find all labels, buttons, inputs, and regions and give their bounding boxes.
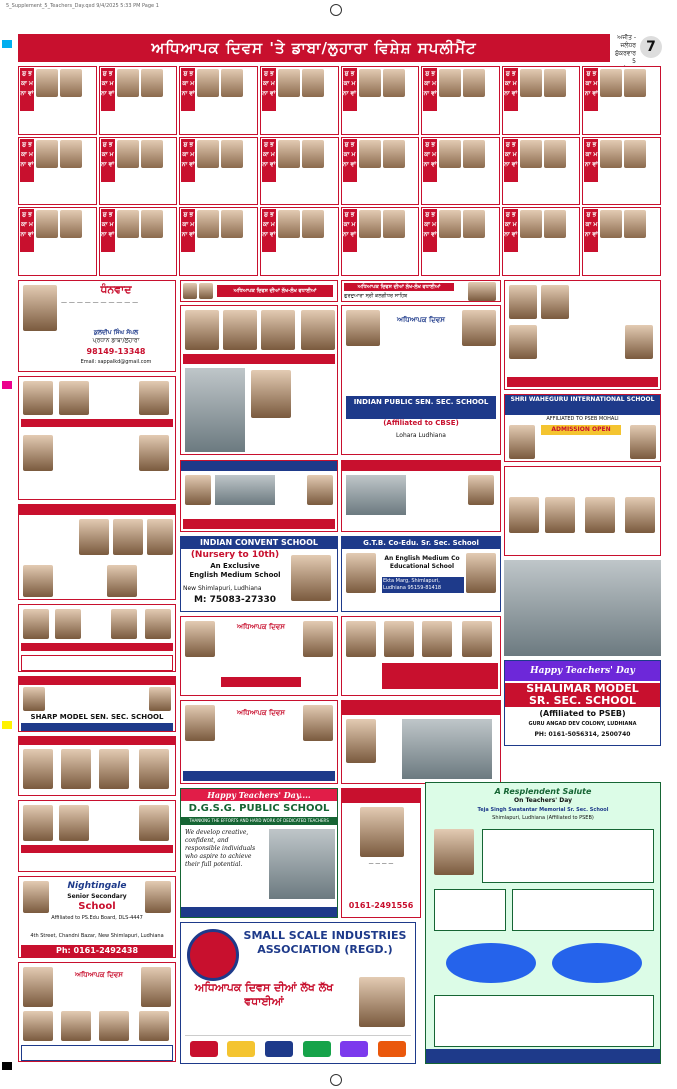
brand-logo-icon [227,1041,255,1057]
shalimar-aff: (Affiliated to PSEB) [539,709,626,718]
principal-greeting-ad: — — — — 0161-2491556 [341,788,421,918]
shalimar-ad [504,660,661,746]
greeting-card-tag: ਸ਼ੁ ਭ ਕਾ ਮ ਨਾ ਵਾਂ [343,139,357,182]
indian-public-addr: Lohara Ludhiana [396,432,446,439]
nightingale-phone: Ph: 0161-2492438 [21,945,173,957]
greeting-card [502,207,581,276]
greeting-card [582,207,661,276]
greeting-card-tag: ਸ਼ੁ ਭ ਕਾ ਮ ਨਾ ਵਾਂ [584,139,598,182]
portrait-photo [600,140,622,168]
top-center-ad [180,280,338,302]
greeting-card-tag: ਸ਼ੁ ਭ ਕਾ ਮ ਨਾ ਵਾਂ [343,209,357,252]
ssia-ad [180,922,416,1064]
brand-logo-icon [378,1041,406,1057]
greeting-card-tag: ਸ਼ੁ ਭ ਕਾ ਮ ਨਾ ਵਾਂ [504,209,518,252]
portrait-photo [141,140,163,168]
greeting-card-tag: ਸ਼ੁ ਭ ਕਾ ਮ ਨਾ ਵਾਂ [584,209,598,252]
greeting-card-tag: ਸ਼ੁ ਭ ਕਾ ਮ ਨਾ ਵਾਂ [423,209,437,252]
greeting-card [582,66,661,135]
lohara-greetings-ad [504,466,661,556]
brand-logo-icon [340,1041,368,1057]
portrait-photo [36,69,58,97]
teja-singh-salute-ad [425,782,661,1064]
nightingale-ad [18,876,176,958]
gurdev-singh-ad [341,616,501,696]
portrait-photo [278,69,300,97]
portrait-photo [624,69,646,97]
brand-logo-icon [190,1041,218,1057]
greeting-card [99,137,178,206]
portrait-photo [359,210,381,238]
indian-convent-addr: New Shimlapuri, Ludhiana [183,585,262,592]
greetings-ad-3: ਅਧਿਆਪਕ ਦਿਵਸ [180,700,338,784]
dgsg-thanks: THANKING THE EFFORTS AND HARD WORK OF DEDICATED TEACHERS [181,817,337,825]
greetings-ad-5 [18,800,176,872]
gtb-line2: Educational School [389,563,455,570]
thanks-ad: ਧੰਨਵਾਦ — — — — — — — — — — ਕੁਲਦੀਪ ਸਿੰਘ ਸੱਪਲ ਪ੍ਰਧਾਨ ਡਾਬਾ/ਲੁਹਾਰਾ 98149-13348 Email: sappalkd@gmail.com [18,280,176,372]
portrait-photo [117,69,139,97]
greeting-card-tag: ਸ਼ੁ ਭ ਕਾ ਮ ਨਾ ਵਾਂ [181,68,195,111]
portrait-photo [383,69,405,97]
nightingale-addr: 4th Street, Chandni Bazar, New Shimlapuri, Ludhiana [30,933,164,939]
greeting-card [502,66,581,135]
greeting-card [582,137,661,206]
indian-convent-phone: M: 75083-27330 [193,595,277,605]
greeting-card-grid [18,66,661,276]
greeting-card [179,66,258,135]
portrait-photo [302,140,324,168]
greeting-card-tag: ਸ਼ੁ ਭ ਕਾ ਮ ਨਾ ਵਾਂ [423,139,437,182]
portrait-photo [278,210,300,238]
greeting-card [179,207,258,276]
portrait-photo [544,210,566,238]
portrait-photo [600,210,622,238]
brand-logo-icon [265,1041,293,1057]
greeting-card-tag: ਸ਼ੁ ਭ ਕਾ ਮ ਨਾ ਵਾਂ [101,68,115,111]
masthead-date: 5 [632,58,636,65]
greeting-card-tag: ਸ਼ੁ ਭ ਕਾ ਮ ਨਾ ਵਾਂ [343,68,357,111]
thanks-title: ਧੰਨਵਾਦ [100,283,132,296]
portrait-photo [302,69,324,97]
portrait-photo [221,210,243,238]
portrait-photo [278,140,300,168]
greeting-card-tag: ਸ਼ੁ ਭ ਕਾ ਮ ਨਾ ਵਾਂ [101,209,115,252]
greeting-card [18,66,97,135]
shri-waheguru-cta: ADMISSION OPEN [541,425,621,435]
color-bar-left [2,40,12,1070]
greeting-card [341,137,420,206]
nightingale-school: School [78,901,116,912]
portrait-photo [60,69,82,97]
school-promo-ad [18,504,176,600]
indian-public-ad: ਅਧਿਆਪਕ ਦਿਵਸ INDIAN PUBLIC SEN. SEC. SCHOOL (Affiliated to CBSE) Lohara Ludhiana [341,305,501,455]
portrait-photo [36,140,58,168]
registration-mark-icon [330,1074,342,1086]
top-center-title: ਅਧਿਆਪਕ ਦਿਵਸ ਦੀਆਂ ਲੱਖ-ਲੱਖ ਵਧਾਈਆਂ [217,285,333,297]
salute-sub: On Teachers' Day [514,797,572,804]
ssia-logo-icon [187,929,239,981]
greeting-card [341,66,420,135]
greeting-card-tag: ਸ਼ੁ ਭ ਕਾ ਮ ਨਾ ਵਾਂ [262,68,276,111]
greeting-card [18,137,97,206]
greeting-card-tag: ਸ਼ੁ ਭ ਕਾ ਮ ਨਾ ਵਾਂ [20,139,34,182]
greeting-card [421,207,500,276]
brand-logo-icon [303,1041,331,1057]
portrait-photo [302,210,324,238]
salute-aff: Shimlapuri, Ludhiana (Affiliated to PSEB) [492,815,594,821]
greeting-card-tag: ਸ਼ੁ ਭ ਕਾ ਮ ਨਾ ਵਾਂ [181,209,195,252]
shri-waheguru-sub: AFFILIATED TO PSEB MOHALI [546,416,619,422]
indian-convent-line2: English Medium School [189,571,281,579]
greeting-card [99,207,178,276]
portrait-photo [60,210,82,238]
greeting-card [260,207,339,276]
portrait-photo [463,210,485,238]
greeting-card [260,66,339,135]
greeting-card-tag: ਸ਼ੁ ਭ ਕਾ ਮ ਨਾ ਵਾਂ [20,68,34,111]
portrait-photo [197,69,219,97]
greeting-card-tag: ਸ਼ੁ ਭ ਕਾ ਮ ਨਾ ਵਾਂ [423,68,437,111]
greeting-card-tag: ਸ਼ੁ ਭ ਕਾ ਮ ਨਾ ਵਾਂ [262,209,276,252]
gtb-school-ad [341,536,501,612]
indian-convent-grades: (Nursery to 10th) [190,550,280,560]
greeting-card [502,137,581,206]
portrait-photo [60,140,82,168]
greeting-card-tag: ਸ਼ੁ ਭ ਕਾ ਮ ਨਾ ਵਾਂ [504,139,518,182]
greetings-ad-4 [18,736,176,796]
bottom-left-greetings-ad: ਅਧਿਆਪਕ ਦਿਵਸ [18,962,176,1062]
print-slug-line: 5_Supplement_5_Teachers_Day.qxd 9/4/2025 5:33 PM Page 1 [6,3,159,9]
thanks-email: Email: sappalkd@gmail.com [80,359,152,365]
portrait-photo [221,69,243,97]
portrait-photo [383,140,405,168]
greeting-card-tag: ਸ਼ੁ ਭ ਕਾ ਮ ਨਾ ਵਾਂ [101,139,115,182]
portrait-photo [221,140,243,168]
dgsg-happy: Happy Teachers' Day.... [181,789,337,801]
gurdwara-ad [341,280,501,302]
greeting-card-tag: ਸ਼ੁ ਭ ਕਾ ਮ ਨਾ ਵਾਂ [262,139,276,182]
thanks-name: ਕੁਲਦੀਪ ਸਿੰਘ ਸੱਪਲ [93,329,139,336]
sharp-model-title: SHARP MODEL SEN. SEC. SCHOOL [30,713,164,721]
shalimar-happy-banner: Happy Teachers' Day [505,661,660,681]
portrait-photo [141,210,163,238]
indian-public-title: INDIAN PUBLIC SEN. SEC. SCHOOL [346,396,496,419]
shalimar-addr: GURU ANGAD DEV COLONY, LUDHIANA [528,721,637,727]
gtb-addr: Ekta Marg, Shimlapuri, Ludhiana 95159-81418 [382,577,464,593]
portrait-photo [141,69,163,97]
masthead-day: ਸ਼ੁੱਕਰਵਾਰ [614,50,636,57]
portrait-photo [439,69,461,97]
greeting-card [341,207,420,276]
sharp-model-ad [18,676,176,732]
portrait-photo [383,210,405,238]
portrait-photo [544,69,566,97]
school-greetings-ad [180,305,338,455]
shalimar-title [505,683,660,707]
portrait-photo [197,140,219,168]
supplement-banner-title: ਅਧਿਆਪਕ ਦਿਵਸ 'ਤੇ ਡਾਬਾ/ਲੁਹਾਰਾ ਵਿਸ਼ੇਸ਼ ਸਪਲੀਮੈਂਟ [18,34,610,62]
greeting-card-tag: ਸ਼ੁ ਭ ਕਾ ਮ ਨਾ ਵਾਂ [504,68,518,111]
nightingale-aff: Affiliated to PS.Edu Board, DLS-4447 [51,915,143,921]
portrait-photo [624,140,646,168]
greeting-card [421,66,500,135]
shalimar-phone: PH: 0161-5056314, 2500740 [534,731,631,738]
ssia-title-2: ASSOCIATION (REGD.) [257,943,393,956]
nightingale-sub: Senior Secondary [67,893,127,900]
convent-school-ad [341,460,501,532]
greeting-card [421,137,500,206]
principal-phone: 0161-2491556 [348,901,414,910]
portrait-photo [439,210,461,238]
thanks-phone: 98149-13348 [86,347,146,356]
salute-title: A Resplendent Salute [494,787,592,796]
psfb-school-ad [341,700,501,784]
masthead-paper: ਅਜੀਤ - ਜਲੰਧਰ [617,34,636,49]
ssia-title: SMALL SCALE INDUSTRIES [243,929,407,942]
gtb-line1: An English Medium Co [384,555,460,562]
dgsg-ad [180,788,338,918]
indian-convent-title: INDIAN CONVENT SCHOOL [181,537,337,549]
teachers-day-greeting-ad [504,280,661,390]
shri-waheguru-ad [504,394,661,462]
greeting-card-tag: ਸ਼ੁ ਭ ਕਾ ਮ ਨਾ ਵਾਂ [584,68,598,111]
gtb-title: G.T.B. Co-Edu. Sr. Sec. School [342,537,500,549]
thanks-role: ਪ੍ਰਧਾਨ ਡਾਬਾ/ਲੁਹਾਰਾ [92,337,140,344]
portrait-photo [463,140,485,168]
portrait-photo [439,140,461,168]
greetings-ad-2: ਅਧਿਆਪਕ ਦਿਵਸ [180,616,338,696]
greeting-card [99,66,178,135]
greeting-card [260,137,339,206]
school-building-photo [504,560,661,656]
nightingale-title: Nightingale [67,881,127,891]
portrait-photo [520,210,542,238]
salute-school: Teja Singh Swatantar Memorial Sr. Sec. School [477,807,609,813]
portrait-photo [463,69,485,97]
portrait-photo [36,210,58,238]
gurdwara-foot: ਗੁਰਦੁਆਰਾ ਸ੍ਰੀ ਕਲਗੀਧਰ ਸਾਹਿਬ [344,293,408,299]
portrait-photo [197,210,219,238]
registration-mark-icon [330,4,342,16]
portrait-photo [359,69,381,97]
greeting-card [179,137,258,206]
gurdwara-title: ਅਧਿਆਪਕ ਦਿਵਸ ਦੀਆਂ ਲੱਖ-ਲੱਖ ਵਧਾਈਆਂ [344,283,454,291]
page-number: 7 [640,36,662,58]
greeting-card-tag: ਸ਼ੁ ਭ ਕਾ ਮ ਨਾ ਵਾਂ [181,139,195,182]
portrait-photo [600,69,622,97]
dgsg-school: D.G.S.G. PUBLIC SCHOOL [188,803,330,814]
portrait-photo [117,210,139,238]
greetings-left-ad [18,376,176,500]
ssia-message: ਅਧਿਆਪਕ ਦਿਵਸ ਦੀਆਂ ਲੱਖ ਲੱਖ ਵਧਾਈਆਂ [194,981,334,1008]
nirmal-singh-ad [18,604,176,672]
portrait-photo [544,140,566,168]
indian-public-sub: (Affiliated to CBSE) [383,419,459,427]
portrait-photo [520,140,542,168]
portrait-photo [520,69,542,97]
greeting-card-tag: ਸ਼ੁ ਭ ਕਾ ਮ ਨਾ ਵਾਂ [20,209,34,252]
indian-convent-ad [180,536,338,612]
greeting-card [18,207,97,276]
portrait-photo [117,140,139,168]
shri-waheguru-title: SHRI WAHEGURU INTERNATIONAL SCHOOL [505,395,660,415]
sant-singh-school-ad [180,460,338,532]
shalimar-title-line1: SHALIMAR MODEL [526,682,639,695]
portrait-photo [359,140,381,168]
dgsg-quote: We develop creative, confident, and responsible individuals who aspire to achieve their full potential. [185,829,256,868]
indian-convent-line1: An Exclusive [210,562,260,570]
shalimar-title-line2: SR. SEC. SCHOOL [528,694,637,707]
portrait-photo [624,210,646,238]
